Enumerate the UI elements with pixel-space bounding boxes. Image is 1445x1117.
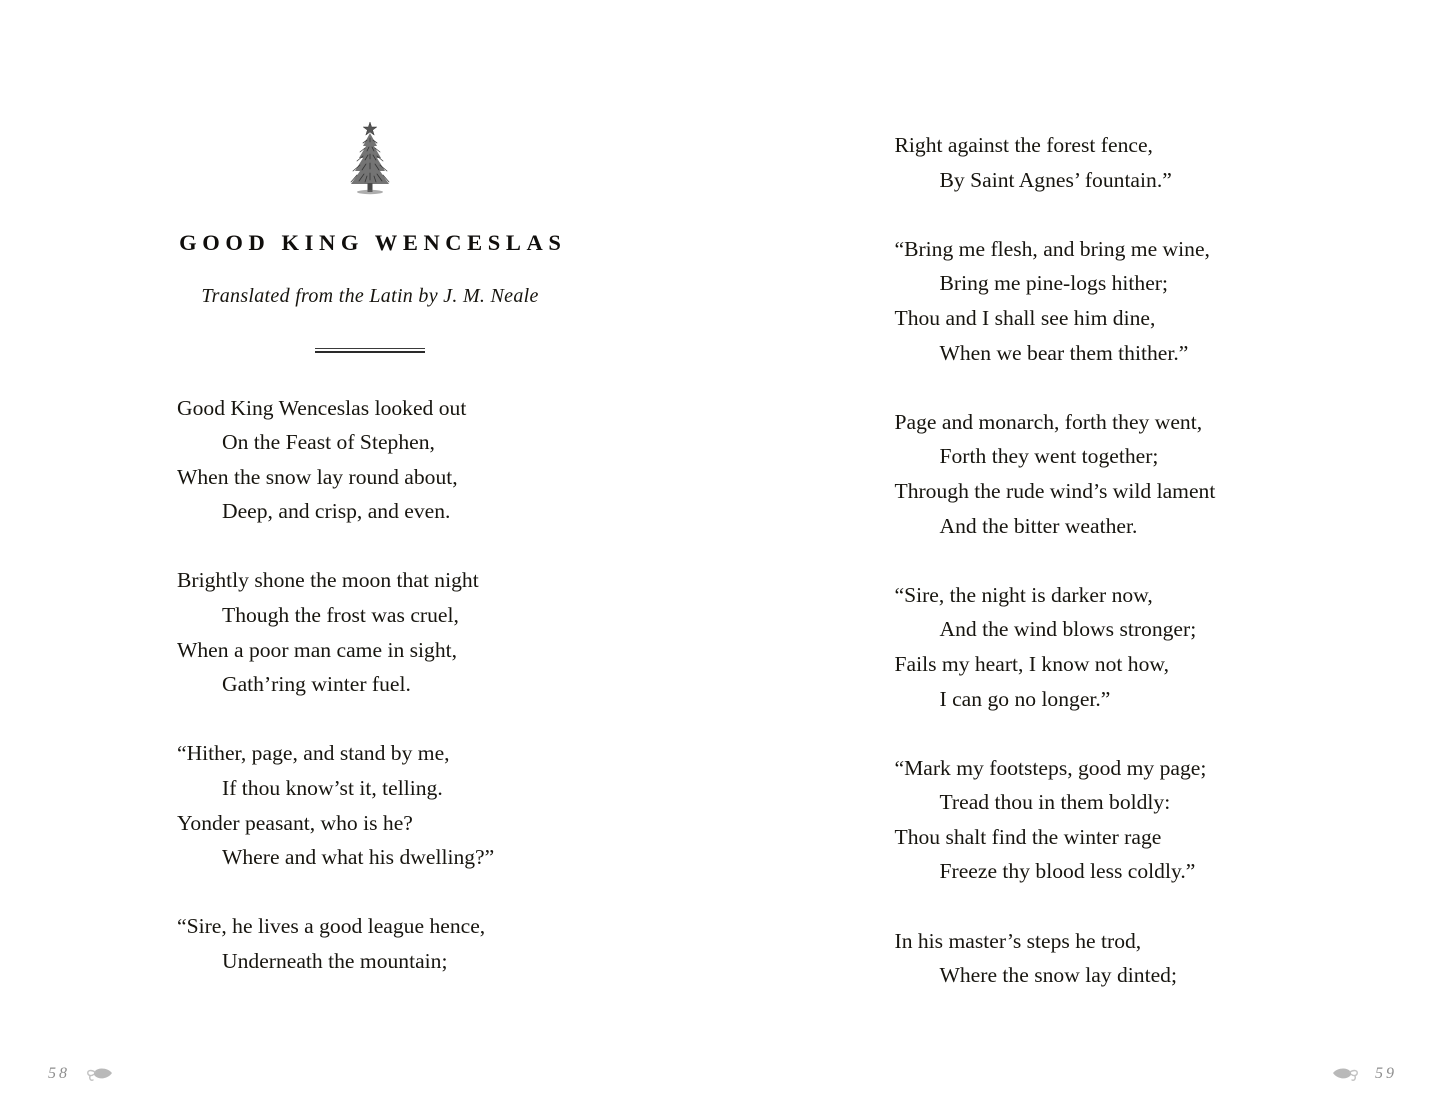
poem-line: “Hither, page, and stand by me, bbox=[177, 741, 450, 766]
poem-line: “Sire, the night is darker now, bbox=[894, 582, 1153, 607]
poem-stanza bbox=[895, 924, 1315, 993]
poem-line: “Mark my footsteps, good my page; bbox=[894, 755, 1207, 780]
poem-line: And the bitter weather. bbox=[939, 513, 1138, 538]
poem-line: Bring me pine-logs hither; bbox=[939, 271, 1168, 296]
poem-line: Right against the forest fence, bbox=[894, 133, 1153, 157]
poem-line: And the wind blows stronger; bbox=[939, 617, 1197, 642]
poem-line: I can go no longer.” bbox=[939, 686, 1111, 711]
poem-stanza bbox=[895, 751, 1315, 889]
poem-line: Fails my heart, I know not how, bbox=[894, 651, 1169, 676]
poem-line: Underneath the mountain; bbox=[222, 949, 448, 973]
poem-column-verso bbox=[177, 391, 580, 979]
poem-line: Forth they went together; bbox=[939, 444, 1159, 469]
poem-stanza bbox=[895, 405, 1315, 543]
poem-stanza bbox=[895, 232, 1315, 370]
bird-ornament-icon bbox=[84, 1064, 114, 1084]
poem-line: “Sire, he lives a good league hence, bbox=[177, 914, 486, 939]
poem-line: If thou know’st it, telling. bbox=[222, 776, 443, 801]
poem-line: Yonder peasant, who is he? bbox=[177, 810, 413, 835]
poem-line: When we bear them thither.” bbox=[939, 340, 1189, 365]
page-number: 59 bbox=[1375, 1065, 1397, 1082]
poem-stanza bbox=[177, 909, 580, 978]
poem-line: “Bring me flesh, and bring me wine, bbox=[894, 236, 1210, 261]
page-recto bbox=[723, 0, 1445, 1117]
poem-line: Where and what his dwelling?” bbox=[222, 845, 495, 870]
poem-line: Tread thou in them boldly: bbox=[939, 790, 1171, 815]
poem-stanza bbox=[177, 736, 580, 874]
poem-line: Gath’ring winter fuel. bbox=[222, 672, 411, 697]
poem-stanza bbox=[177, 563, 580, 701]
poem-line: Thou and I shall see him dine, bbox=[894, 305, 1156, 330]
poem-line: Page and monarch, forth they went, bbox=[894, 409, 1203, 434]
poem-stanza bbox=[895, 128, 1315, 197]
poem-line: Brightly shone the moon that night bbox=[177, 568, 479, 593]
christmas-tree-icon bbox=[160, 118, 580, 196]
poem-line: When the snow lay round about, bbox=[177, 464, 458, 489]
poem-line: Where the snow lay dinted; bbox=[939, 963, 1177, 988]
poem-line: Deep, and crisp, and even. bbox=[222, 499, 451, 524]
verso-content-block bbox=[160, 0, 580, 979]
poem-line: When a poor man came in sight, bbox=[177, 637, 458, 662]
poem-stanza bbox=[177, 391, 580, 529]
poem-line: On the Feast of Stephen, bbox=[222, 430, 435, 455]
poem-line: Thou shalt find the winter rage bbox=[894, 824, 1162, 849]
double-rule-divider-icon bbox=[315, 348, 425, 353]
page-number: 58 bbox=[48, 1065, 70, 1082]
folio-recto bbox=[1331, 1064, 1397, 1084]
poem-line: Though the frost was cruel, bbox=[222, 603, 459, 628]
poem-line: Freeze thy blood less coldly.” bbox=[939, 859, 1196, 884]
poem-byline: Translated from the Latin by J. M. Neale bbox=[201, 284, 539, 307]
poem-title: GOOD KING WENCESLAS bbox=[179, 230, 567, 255]
recto-content-block bbox=[895, 128, 1315, 993]
poem-line: By Saint Agnes’ fountain.” bbox=[939, 167, 1172, 192]
poem-line: In his master’s steps he trod, bbox=[894, 928, 1142, 953]
folio-verso bbox=[48, 1064, 114, 1084]
poem-line: Through the rude wind’s wild lament bbox=[894, 478, 1216, 503]
poem-column-recto bbox=[895, 128, 1315, 993]
bird-ornament-icon bbox=[1331, 1064, 1361, 1084]
poem-line: Good King Wenceslas looked out bbox=[177, 395, 467, 420]
poem-stanza bbox=[895, 578, 1315, 716]
